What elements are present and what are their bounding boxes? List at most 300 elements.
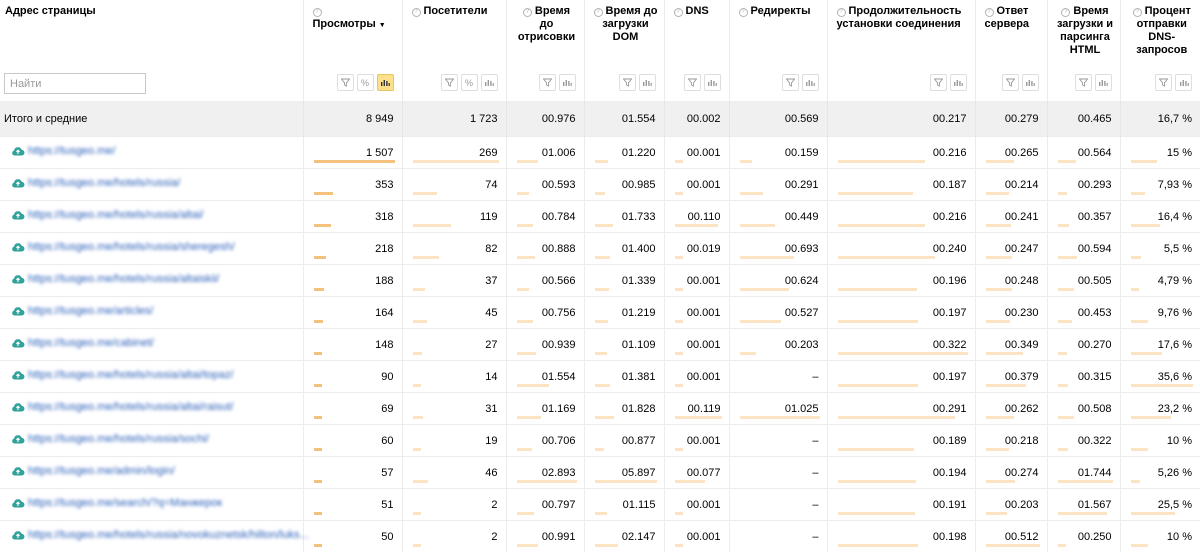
metric-value: 01.115: [623, 499, 656, 511]
value-bar: [740, 160, 752, 163]
cloud-upload-icon[interactable]: [11, 433, 25, 445]
table-row[interactable]: [0, 169, 1200, 201]
metric-cell: [303, 521, 402, 552]
cloud-upload-icon[interactable]: [11, 529, 25, 541]
metric-cell: [1120, 457, 1200, 489]
bar-chart-icon[interactable]: [1095, 74, 1112, 91]
value-bar: [595, 512, 607, 515]
sort-desc-icon[interactable]: ▼: [379, 22, 386, 29]
value-bar: [986, 352, 1023, 355]
table-row[interactable]: [0, 233, 1200, 265]
value-bar: [413, 160, 499, 163]
page-link[interactable]: [11, 401, 233, 413]
value-bar: [1058, 224, 1069, 227]
page-url[interactable]: https://tusgeo.me/hotels/russia/sheregesh/: [28, 241, 235, 253]
metric-value: 00.270: [1078, 339, 1112, 351]
metric-value: 164: [375, 307, 393, 319]
metric-cell: [1047, 265, 1120, 297]
value-bar: [517, 320, 533, 323]
metric-cell: [827, 137, 975, 169]
metric-value: 90: [381, 371, 393, 383]
value-bar: [1131, 384, 1193, 387]
metric-cell: [303, 233, 402, 265]
value-bar: [675, 352, 683, 355]
value-bar: [1058, 160, 1076, 163]
table-row[interactable]: [0, 361, 1200, 393]
column-title: [674, 5, 723, 18]
bar-chart-icon[interactable]: [559, 74, 576, 91]
metric-value: 00.240: [933, 243, 967, 255]
metric-value: 00.566: [542, 275, 576, 287]
metric-value: 00.939: [542, 339, 576, 351]
value-bar: [986, 224, 1011, 227]
metric-cell: [584, 425, 664, 457]
filter-icon[interactable]: [782, 74, 799, 91]
metric-value: 00.216: [933, 147, 967, 159]
metric-value: 00.322: [1078, 435, 1112, 447]
table-row[interactable]: [0, 457, 1200, 489]
value-bar: [314, 512, 322, 515]
value-bar: [517, 480, 577, 483]
metric-cell: [1047, 297, 1120, 329]
cloud-upload-icon[interactable]: [11, 241, 25, 253]
help-icon[interactable]: ?: [985, 8, 994, 17]
table-body: [0, 101, 1200, 552]
totals-row: [0, 101, 1200, 137]
value-bar: [1058, 288, 1074, 291]
page-url[interactable]: https://tusgeo.me/hotels/russia/novokuznetsk/hilton/luks...: [28, 529, 309, 541]
totals-value: 16,7 %: [1120, 101, 1200, 137]
page-url[interactable]: https://tusgeo.me/hotels/russia/altaiskii/: [28, 273, 219, 285]
totals-value: 01.554: [584, 101, 664, 137]
metric-cell: [1047, 169, 1120, 201]
filter-icon[interactable]: [930, 74, 947, 91]
value-bar: [517, 544, 538, 547]
value-bar: [986, 288, 1012, 291]
help-icon[interactable]: ?: [837, 8, 846, 17]
bar-chart-icon[interactable]: [639, 74, 656, 91]
value-bar: [413, 224, 451, 227]
metric-value: 01.744: [1078, 467, 1112, 479]
help-icon[interactable]: ?: [1133, 8, 1142, 17]
metric-cell: [827, 393, 975, 425]
cloud-upload-icon[interactable]: [11, 401, 25, 413]
page-link[interactable]: [11, 433, 209, 445]
metric-cell: [402, 265, 506, 297]
value-bar: [740, 256, 794, 259]
page-link[interactable]: [11, 209, 203, 221]
metric-cell: [303, 361, 402, 393]
metric-cell: [975, 169, 1047, 201]
metric-cell: [506, 425, 584, 457]
table-row[interactable]: [0, 201, 1200, 233]
metric-value: 15 %: [1167, 147, 1192, 159]
bar-chart-icon[interactable]: [481, 74, 498, 91]
metric-cell: [506, 297, 584, 329]
metric-cell: [303, 137, 402, 169]
page-link[interactable]: [11, 529, 309, 541]
metric-cell: [729, 425, 827, 457]
column-header-0[interactable]: [0, 0, 303, 101]
totals-value: 00.002: [664, 101, 729, 137]
column-header-7[interactable]: [827, 0, 975, 101]
metric-value: 00.214: [1005, 179, 1039, 191]
url-cell: [0, 521, 303, 552]
column-header-4[interactable]: [584, 0, 664, 101]
value-bar: [838, 320, 918, 323]
metric-value: 00.508: [1078, 403, 1112, 415]
value-bar: [595, 416, 614, 419]
table-row[interactable]: [0, 489, 1200, 521]
value-bar: [413, 352, 422, 355]
page-url[interactable]: https://tusgeo.me/hotels/russia/altai/topaz/: [28, 369, 233, 381]
metric-cell: [402, 297, 506, 329]
metric-value: 00.505: [1078, 275, 1112, 287]
table-row[interactable]: [0, 425, 1200, 457]
filter-icon[interactable]: [619, 74, 636, 91]
value-bar: [740, 352, 756, 355]
column-header-8[interactable]: [975, 0, 1047, 101]
value-bar: [838, 288, 917, 291]
metric-cell: [506, 489, 584, 521]
metric-cell: [827, 201, 975, 233]
page-url[interactable]: https://tusgeo.me/hotels/russia/: [28, 177, 180, 189]
value-bar: [595, 448, 604, 451]
cloud-upload-icon[interactable]: [11, 145, 25, 157]
metric-value: 00.019: [687, 243, 721, 255]
percent-toggle[interactable]: %: [461, 74, 478, 91]
metric-cell: [664, 393, 729, 425]
column-tools: [619, 74, 656, 91]
cloud-upload-icon[interactable]: [11, 177, 25, 189]
filter-icon[interactable]: [1002, 74, 1019, 91]
metric-value: 00.291: [933, 403, 967, 415]
page-url[interactable]: https://tusgeo.me/hotels/russia/sochi/: [28, 433, 209, 445]
value-bar: [1131, 160, 1157, 163]
page-link[interactable]: [11, 145, 115, 157]
help-icon[interactable]: ?: [739, 8, 748, 17]
help-icon[interactable]: ?: [594, 8, 603, 17]
value-bar: [838, 448, 914, 451]
page-url[interactable]: https://tusgeo.me/hotels/russia/altai/raisut/: [28, 401, 233, 413]
value-bar: [517, 352, 536, 355]
page-link[interactable]: [11, 465, 175, 477]
column-tools: [930, 74, 967, 91]
metric-cell: [1120, 361, 1200, 393]
metric-cell: [1047, 137, 1120, 169]
value-bar: [1058, 448, 1068, 451]
metric-cell: [1120, 265, 1200, 297]
value-bar: [1131, 544, 1148, 547]
metric-cell: [584, 393, 664, 425]
table-row[interactable]: [0, 137, 1200, 169]
metric-cell: [402, 201, 506, 233]
value-bar: [413, 384, 421, 387]
help-icon[interactable]: ?: [523, 8, 532, 17]
help-icon[interactable]: ?: [412, 8, 421, 17]
value-bar: [1058, 384, 1068, 387]
page-url[interactable]: https://tusgeo.me/hotels/russia/altai/: [28, 209, 203, 221]
metric-value: 25,5 %: [1158, 499, 1192, 511]
bar-chart-icon[interactable]: [1175, 74, 1192, 91]
column-header-6[interactable]: [729, 0, 827, 101]
value-bar: [838, 160, 925, 163]
metric-cell: [506, 201, 584, 233]
metric-cell: [506, 137, 584, 169]
metric-cell: [1047, 489, 1120, 521]
metric-value: 00.203: [785, 339, 819, 351]
table-row[interactable]: [0, 393, 1200, 425]
metric-cell: [303, 457, 402, 489]
metric-cell: [827, 297, 975, 329]
cloud-upload-icon[interactable]: [11, 209, 25, 221]
page-link[interactable]: [11, 497, 222, 509]
metric-value: 69: [381, 403, 393, 415]
value-bar: [838, 480, 916, 483]
page-link[interactable]: [11, 177, 180, 189]
value-bar: [740, 288, 789, 291]
metric-value: 00.191: [933, 499, 967, 511]
value-bar: [675, 192, 683, 195]
metric-cell: [729, 297, 827, 329]
metric-cell: [827, 361, 975, 393]
value-bar: [986, 320, 1010, 323]
cloud-upload-icon[interactable]: [11, 369, 25, 381]
page-link[interactable]: [11, 305, 153, 317]
page-link[interactable]: [11, 369, 233, 381]
value-bar: [675, 256, 683, 259]
help-icon[interactable]: ?: [674, 8, 683, 17]
cloud-upload-icon[interactable]: [11, 465, 25, 477]
cloud-upload-icon[interactable]: [11, 337, 25, 349]
metric-value: 00.250: [1078, 531, 1112, 543]
metric-cell: [664, 137, 729, 169]
bar-chart-icon[interactable]: [1022, 74, 1039, 91]
metric-value: 01.339: [622, 275, 656, 287]
page-url[interactable]: https://tusgeo.me/cabinet/: [28, 337, 154, 349]
bar-chart-icon[interactable]: [377, 74, 394, 91]
value-bar: [1058, 192, 1067, 195]
column-header-9[interactable]: [1047, 0, 1120, 101]
metric-cell: [664, 265, 729, 297]
metric-value: 00.265: [1005, 147, 1039, 159]
url-cell: [0, 297, 303, 329]
metric-value: 00.001: [687, 499, 721, 511]
column-header-2[interactable]: [402, 0, 506, 101]
metric-value: 10 %: [1167, 435, 1192, 447]
page-link[interactable]: [11, 337, 154, 349]
url-cell: [0, 489, 303, 521]
bar-chart-icon[interactable]: [704, 74, 721, 91]
metric-cell: [402, 361, 506, 393]
metric-value: 4,79 %: [1158, 275, 1192, 287]
metric-value: 00.315: [1078, 371, 1112, 383]
totals-value: 00.569: [729, 101, 827, 137]
metric-value: 51: [381, 499, 393, 511]
value-bar: [838, 352, 968, 355]
value-bar: [413, 544, 421, 547]
column-label: Процент отправки DNS-запросов: [1136, 5, 1191, 56]
metric-value: 02.147: [622, 531, 656, 543]
value-bar: [413, 288, 425, 291]
metric-cell: [729, 233, 827, 265]
metric-value: 19: [485, 435, 497, 447]
metric-value: 35,6 %: [1158, 371, 1192, 383]
cloud-upload-icon[interactable]: [11, 497, 25, 509]
cloud-upload-icon[interactable]: [11, 273, 25, 285]
percent-toggle[interactable]: %: [357, 74, 374, 91]
table-row[interactable]: [0, 265, 1200, 297]
column-title: [1130, 5, 1195, 57]
value-bar: [413, 192, 437, 195]
value-bar: [1058, 480, 1113, 483]
metric-value: 00.197: [933, 307, 967, 319]
value-bar: [986, 512, 1007, 515]
filter-icon[interactable]: [684, 74, 701, 91]
metric-cell: [729, 489, 827, 521]
metric-value: 01.169: [542, 403, 576, 415]
search-input[interactable]: [4, 73, 146, 94]
value-bar: [1058, 416, 1074, 419]
column-header-5[interactable]: [664, 0, 729, 101]
metric-value: 353: [375, 179, 393, 191]
value-bar: [517, 256, 535, 259]
column-title: [594, 5, 658, 44]
value-bar: [675, 480, 705, 483]
metric-cell: [1047, 201, 1120, 233]
value-bar: [595, 160, 608, 163]
metric-value: 82: [485, 243, 497, 255]
metric-cell: [402, 489, 506, 521]
value-bar: [517, 192, 529, 195]
table-row[interactable]: [0, 521, 1200, 552]
value-bar: [413, 448, 421, 451]
metric-cell: [975, 265, 1047, 297]
value-bar: [595, 224, 613, 227]
help-icon[interactable]: ?: [313, 8, 322, 17]
metric-value: 00.797: [542, 499, 576, 511]
metric-cell: [664, 233, 729, 265]
cloud-upload-icon[interactable]: [11, 305, 25, 317]
page-url[interactable]: https://tusgeo.me/articles/: [28, 305, 153, 317]
bar-chart-icon[interactable]: [950, 74, 967, 91]
url-cell: [0, 169, 303, 201]
totals-value: 00.279: [975, 101, 1047, 137]
metric-cell: [402, 329, 506, 361]
metric-cell: [827, 489, 975, 521]
table-row[interactable]: [0, 329, 1200, 361]
value-bar: [595, 192, 605, 195]
url-cell: [0, 457, 303, 489]
column-header-10[interactable]: [1120, 0, 1200, 101]
metric-value: 188: [375, 275, 393, 287]
filter-icon[interactable]: [539, 74, 556, 91]
metric-cell: [827, 521, 975, 552]
metric-value: –: [812, 531, 818, 543]
metric-value: 00.453: [1078, 307, 1112, 319]
metric-cell: [303, 201, 402, 233]
page-url[interactable]: https://tusgeo.me/: [28, 145, 115, 157]
metric-cell: [729, 329, 827, 361]
metric-cell: [584, 233, 664, 265]
column-label: Адрес страницы: [5, 5, 96, 17]
page-link[interactable]: [11, 241, 235, 253]
metric-cell: [975, 137, 1047, 169]
page-link[interactable]: [11, 273, 219, 285]
bar-chart-icon[interactable]: [802, 74, 819, 91]
column-title: [516, 5, 578, 44]
value-bar: [314, 416, 322, 419]
page-url[interactable]: https://tusgeo.me/admin/login/: [28, 465, 175, 477]
value-bar: [314, 320, 323, 323]
column-header-1[interactable]: [303, 0, 402, 101]
metric-cell: [1120, 169, 1200, 201]
metric-value: 7,93 %: [1158, 179, 1192, 191]
page-url[interactable]: https://tusgeo.me/search/?q=Манжерок: [28, 497, 222, 509]
value-bar: [314, 480, 322, 483]
metric-value: 00.241: [1005, 211, 1039, 223]
metric-value: –: [812, 435, 818, 447]
metric-cell: [975, 329, 1047, 361]
metric-cell: [827, 329, 975, 361]
metric-cell: [975, 233, 1047, 265]
filter-icon[interactable]: [1155, 74, 1172, 91]
metric-value: 00.001: [687, 307, 721, 319]
metric-value: 5,5 %: [1164, 243, 1192, 255]
metric-value: 01.109: [622, 339, 656, 351]
metric-value: 00.593: [542, 179, 576, 191]
value-bar: [1131, 448, 1148, 451]
metric-cell: [729, 361, 827, 393]
metric-value: 119: [480, 211, 498, 223]
value-bar: [595, 544, 618, 547]
filter-icon[interactable]: [1075, 74, 1092, 91]
column-header-3[interactable]: [506, 0, 584, 101]
help-icon[interactable]: ?: [1061, 8, 1070, 17]
url-cell: [0, 233, 303, 265]
metric-cell: [975, 521, 1047, 552]
metric-value: 00.706: [542, 435, 576, 447]
value-bar: [595, 320, 608, 323]
value-bar: [517, 288, 529, 291]
filter-icon[interactable]: [441, 74, 458, 91]
value-bar: [413, 256, 439, 259]
metric-cell: [975, 297, 1047, 329]
metric-value: 05.897: [622, 467, 656, 479]
value-bar: [595, 480, 657, 483]
column-tools: [337, 74, 394, 91]
metric-value: 00.594: [1078, 243, 1112, 255]
metric-value: 27: [485, 339, 497, 351]
metric-cell: [303, 393, 402, 425]
metric-cell: [975, 489, 1047, 521]
metric-cell: [584, 137, 664, 169]
table-row[interactable]: [0, 297, 1200, 329]
metric-value: 23,2 %: [1158, 403, 1192, 415]
metric-cell: [975, 393, 1047, 425]
value-bar: [1131, 480, 1140, 483]
value-bar: [986, 192, 1009, 195]
value-bar: [314, 384, 322, 387]
metric-value: 00.247: [1005, 243, 1039, 255]
value-bar: [1131, 320, 1148, 323]
metric-cell: [1047, 233, 1120, 265]
filter-icon[interactable]: [337, 74, 354, 91]
metric-cell: [975, 457, 1047, 489]
value-bar: [413, 320, 427, 323]
metric-value: 02.893: [542, 467, 576, 479]
metric-value: 00.564: [1078, 147, 1112, 159]
